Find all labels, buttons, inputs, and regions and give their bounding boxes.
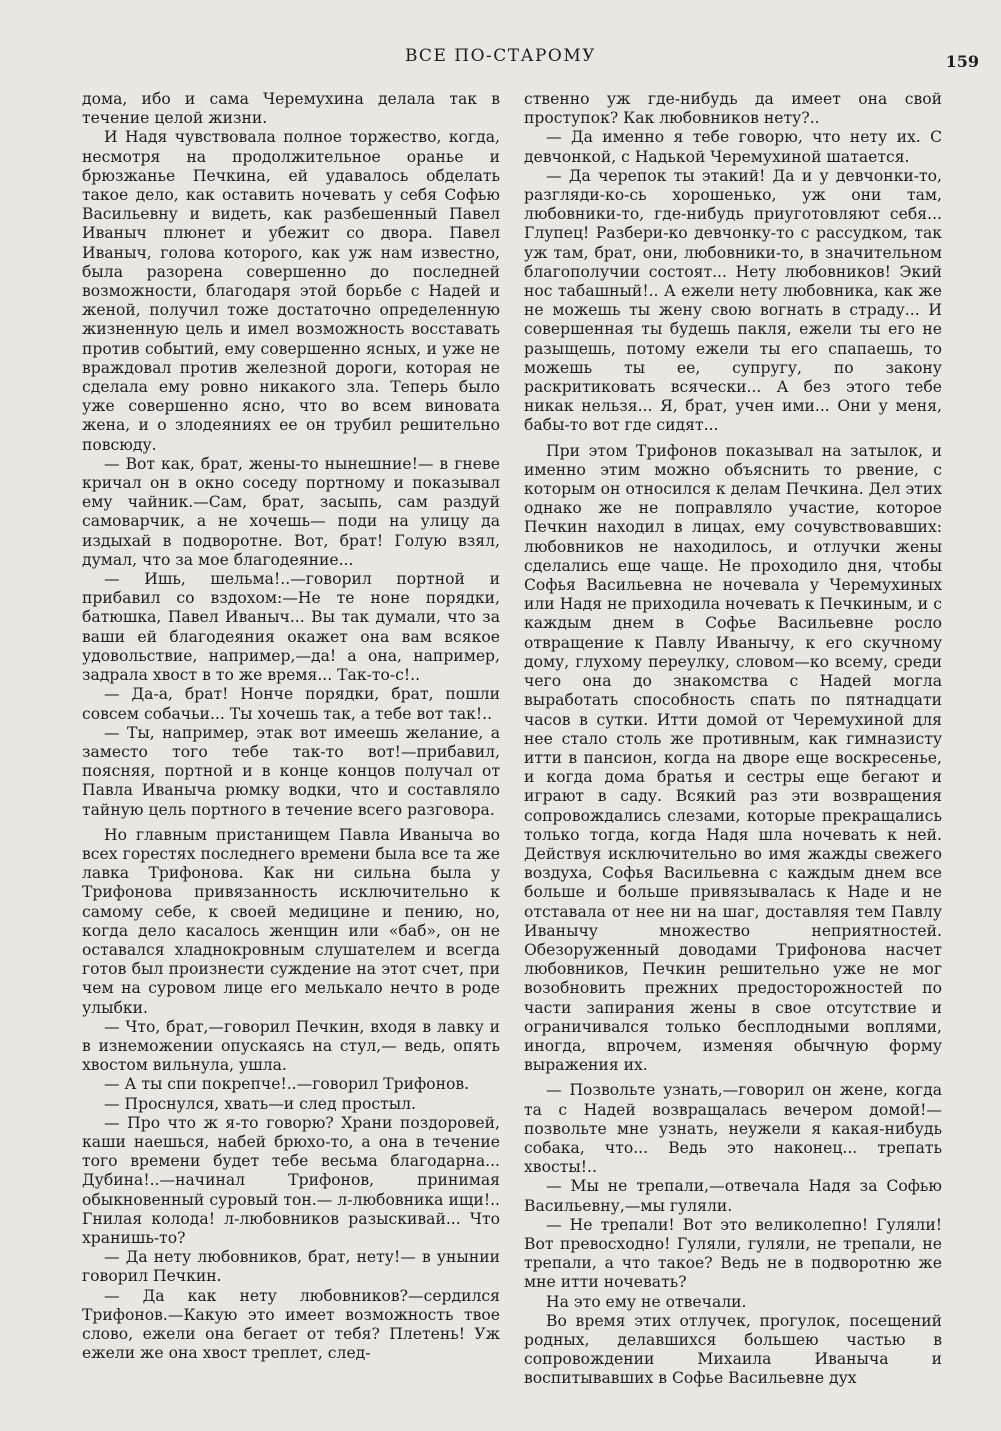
paragraph: — Не трепали! Вот это великолепно! Гуляли! Вот превосходно! Гуляли, гуляли, не трепали, не трепали, а что такое? Ведь не в подворотню же мне итти ночевать? [524,1215,942,1292]
paragraph: — Да как нету любовников?—сердился Трифонов.—Какую это имеет возможность твое слово, ежели она бегает от тебя? Плетень! Уж ежели же она хвост треплет, след- [82,1286,500,1363]
paragraph: Во время этих отлучек, прогулок, посещений родных, делавшихся большею частью в сопровождении Михаила Иваныча и воспитывавших в Софье Васильевне дух [524,1311,942,1388]
paragraph: — Проснулся, хвать—и след простыл. [104,1094,416,1113]
paragraph: — Позвольте узнать,—говорил он жене, когда та с Надей возвращалась вечером домой!—позвольте мне узнать, неужели я какая-нибудь собака, что... Ведь это наконец... трепать хвосты!.. [524,1081,942,1177]
paragraph: — Что, брат,—говорил Печкин, входя в лавку и в изнеможении опускаясь на стул,— ведь, опять хвостом вильнула, ушла. [82,1017,500,1075]
paragraph: — Да черепок ты этакий! Да и у девчонки-то, разгляди-ко-сь хорошенько, уж они там, любовники-то, где-нибудь приуготовляют себя... Глупец! Разбери-ко девчонку-то с рассудком, так уж там, брат, они, любовники-то, в значительном благополучии состоят... Нету любовников! Экий нос табашный!.. А ежели нету любовника, как же не можешь ты жену свою вогнать в страду... И совершенная ты будешь пакля, ежели ты его не разыщешь, потому ежели ты его спапаешь, то можешь ты ее, супругу, по закону раскритиковать всячески... А без этого тебе никак нельзя... Я, брат, учен ими... Они у меня, бабы-то вот где сидят... [524,166,942,435]
paragraph: — Мы не трепали,—отвечала Надя за Софью Васильевну,—мы гуляли. [524,1177,942,1215]
right-column [524,90,942,1389]
paragraph: — Вот как, брат, жены-то нынешние!— в гневе кричал он в окно соседу портному и показывал ему чайник.—Сам, брат, засыпь, сам раздуй самоварчик, а не хочешь— поди на улицу да издыхай в подворотне. Вот, брат! Голую взял, думал, что за мое благодеяние... [82,454,500,569]
page-number: 159 [945,52,979,71]
paragraph: дома, ибо и сама Черемухина делала так в течение целой жизни. [82,90,500,128]
paragraph: — А ты спи покрепче!..—говорил Трифонов. [104,1075,470,1094]
paragraph: При этом Трифонов показывал на затылок, и именно этим можно объяснить то рвение, с которым он относился к делам Печкина. Дел этих однако же не поправляло участие, которое Печкин находил в лицах, ему сочувствовавших: любовников не находилось, и отлучки жены сделались еще чаще. Не проходило дня, чтобы Софья Васильевна не ночевала у Черемухиных или Надя не приходила ночевать к Печкиным, и с каждым днем в Софье Васильевне росло отвращение к Павлу Иванычу, к его скучному дому, глухому переулку, словом—ко всему, среди чего она до знакомства с Надей могла выработать способность спать по пятнадцати часов в сутки. Итти домой от Черемухиной для нее стало столь же противным, как гимназисту итти в пансион, когда на дворе еще воскресенье, и когда дома братья и сестры еще бегают и играют в саду. Всякий раз эти возвращения сопровождались слезами, которые прекращались только тогда, когда Надя шла ночевать к ней. Действуя исключительно во имя жажды свежего воздуха, Софья Васильевна с каждым днем все больше и больше привязывалась к Наде и не отставала от нее ни на шаг, доставляя тем Павлу Иванычу множество неприятностей. Обезоруженный доводами Трифонова насчет любовников, Печкин решительно уже не мог возобновить прежних предосторожностей по части запирания жены в свое отсутствие и ограничивался только бесплодными воплями, иногда, впрочем, изменяя обычную форму выражения их. [524,441,942,1075]
left-column [82,90,500,1363]
paragraph: И Надя чувствовала полное торжество, когда, несмотря на продолжительное оранье и брюзжанье Печкина, ей удавалось обделать такое дело, как оставить ночевать у себя Софью Васильевну и видеть, как разбешенный Павел Иваныч плюнет и убежит со двора. Павел Иваныч, голова которого, как уж нам известно, была разорена совершенно до последней возможности, благодаря этой борьбе с Надей и женой, получил тоже достаточно определенную жизненную цель и имел возможность восставать против событий, ему совершенно ясных, и уже не враждовал против железной дороги, которая не сделала ему ровно никакого зла. Теперь было уже совершенно ясно, что во всем виновата жена, и о злодеяниях ее он трубил решительно повсюду. [82,128,500,454]
running-title: ВСЕ ПО-СТАРОМУ [404,46,597,66]
paragraph: — Ты, например, этак вот имеешь желание, а заместо того тебе так-то вот!—прибавил, поясняя, портной и в конце концов получал от Павла Иваныча рюмку водки, что и составляло тайную цель портного в течение всего разговора. [82,723,500,819]
paragraph: — Про что ж я-то говорю? Храни поздоровей, каши наешься, набей брюхо-то, а она в течение того времени будет тебе весьма благодарна... Дубина!..—начинал Трифонов, принимая обыкновенный суровый тон.— л-любовника ищи!.. Гнилая колода! л-любовников разыскивай... Что хранишь-то? [82,1113,500,1247]
paragraph: — Да-а, брат! Нонче порядки, брат, пошли совсем собачьи... Ты хочешь так, а тебе вот так!.. [82,685,500,723]
paragraph: — Ишь, шельма!..—говорил портной и прибавил со вздохом:—Не те ноне порядки, батюшка, Павел Иваныч... Вы так думали, что за ваши ей благодеяния окажет она вам всякое удовольствие, например,—да! а она, например, задрала хвост в то же время... Так-то-с!.. [82,570,500,685]
paragraph: ственно уж где-нибудь да имеет она свой проступок? Как любовников нету?.. [524,90,942,128]
paragraph: Но главным пристанищем Павла Иваныча во всех горестях последнего времени была все та же лавка Трифонова. Как ни сильна была у Трифонова привязанность исключительно к самому себе, к своей медицине и пению, но, когда дело касалось женщин или «баб», он не оставался хладнокровным слушателем и всегда готов был произнести суждение на этот счет, при чем на суровом лице его мелькало нечто в роде улыбки. [82,825,500,1017]
paragraph: На это ему не отвечали. [546,1292,747,1311]
paragraph: — Да нету любовников, брат, нету!— в унынии говорил Печкин. [82,1248,500,1286]
paragraph: — Да именно я тебе говорю, что нету их. С девчонкой, с Надькой Черемухиной шатается. [524,128,942,166]
